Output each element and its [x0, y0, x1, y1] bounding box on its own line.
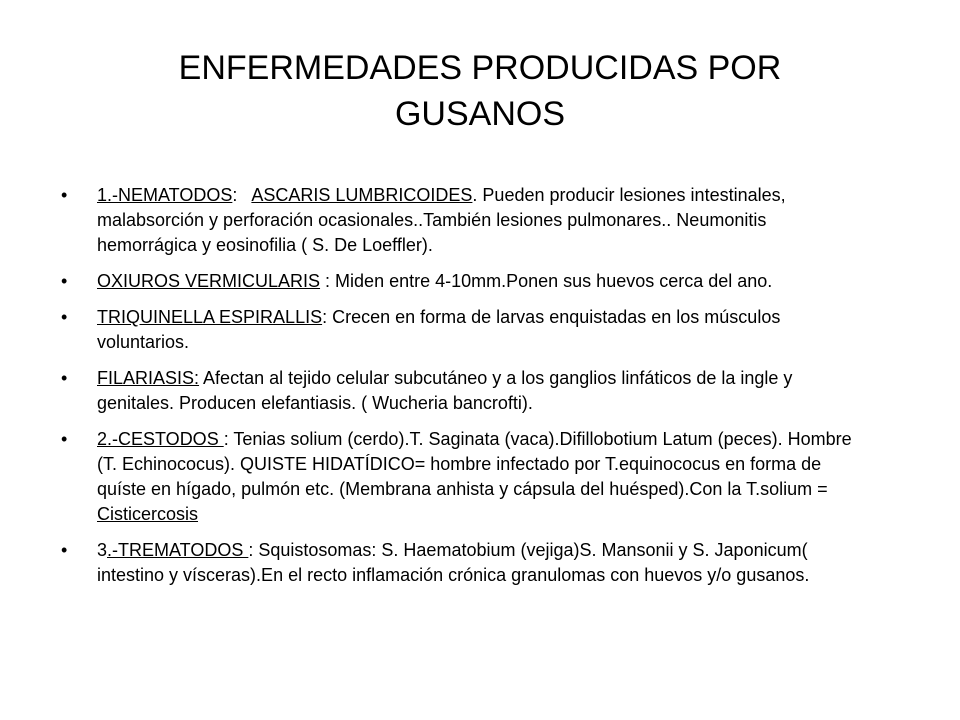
- body-text: : Squistosomas: S. Haematobium (vejiga)S. Mansonii y S. Japonicum( intestino y vísceras).En el recto inflamación crónica granulomas con huevos y/o gusanos.: [97, 540, 810, 585]
- bullet-icon: •: [61, 429, 68, 449]
- bullet-icon: •: [61, 307, 68, 327]
- title-line-1: ENFERMEDADES PRODUCIDAS POR: [178, 49, 782, 87]
- bullet-icon: •: [61, 540, 68, 560]
- term-cisticercosis: Cisticercosis: [97, 504, 199, 524]
- term-oxiuros: OXIUROS VERMICULARIS: [97, 271, 321, 291]
- bullet-icon: •: [61, 271, 68, 291]
- body-text: : Crecen en forma de larvas enquistadas en los músculos voluntarios.: [97, 307, 781, 352]
- term-ascaris: ASCARIS LUMBRICOIDES: [251, 185, 473, 205]
- bullet-icon: •: [61, 368, 68, 388]
- heading-number: 3: [97, 540, 108, 560]
- slide-title: [80, 45, 880, 137]
- bullet-list: [55, 183, 865, 588]
- list-item-trematodos: [55, 538, 865, 588]
- bullet-icon: •: [61, 185, 68, 205]
- list-item-cestodos: [55, 427, 865, 527]
- heading-cestodos: 2.-CESTODOS: [97, 429, 224, 449]
- title-line-2: GUSANOS: [394, 95, 566, 133]
- body-text: : Tenias solium (cerdo).T. Saginata (vaca).Difillobotium Latum (peces). Hombre (T. Echinococus). QUISTE HIDATÍDICO= hombre infectado por T.equinococus en forma de quíste en hígado, pulmón etc. (Membrana anhista y cápsula del huésped).Con la T.solium =: [97, 429, 852, 499]
- body-text: . Pueden producir lesiones intestinales, malabsorción y perforación ocasionales..También lesiones pulmonares.. Neumonitis hemorrágica y eosinofilia ( S. De Loeffler).: [97, 185, 786, 255]
- term-triquinella: TRIQUINELLA ESPIRALLIS: [97, 307, 323, 327]
- list-item-triquinella: [55, 305, 865, 355]
- list-item-nematodos: [55, 183, 865, 258]
- separator-text: :: [232, 185, 252, 205]
- heading-trematodos: .-TREMATODOS: [107, 540, 249, 560]
- list-item-filariasis: [55, 366, 865, 416]
- heading-nematodos: 1.-NEMATODOS: [97, 185, 233, 205]
- body-text: : Miden entre 4-10mm.Ponen sus huevos cerca del ano.: [320, 271, 773, 291]
- term-filariasis: FILARIASIS:: [97, 368, 200, 388]
- body-text: Afectan al tejido celular subcutáneo y a los ganglios linfáticos de la ingle y genitales. Producen elefantiasis. ( Wucheria bancrofti).: [97, 368, 793, 413]
- list-item-oxiuros: [55, 269, 865, 294]
